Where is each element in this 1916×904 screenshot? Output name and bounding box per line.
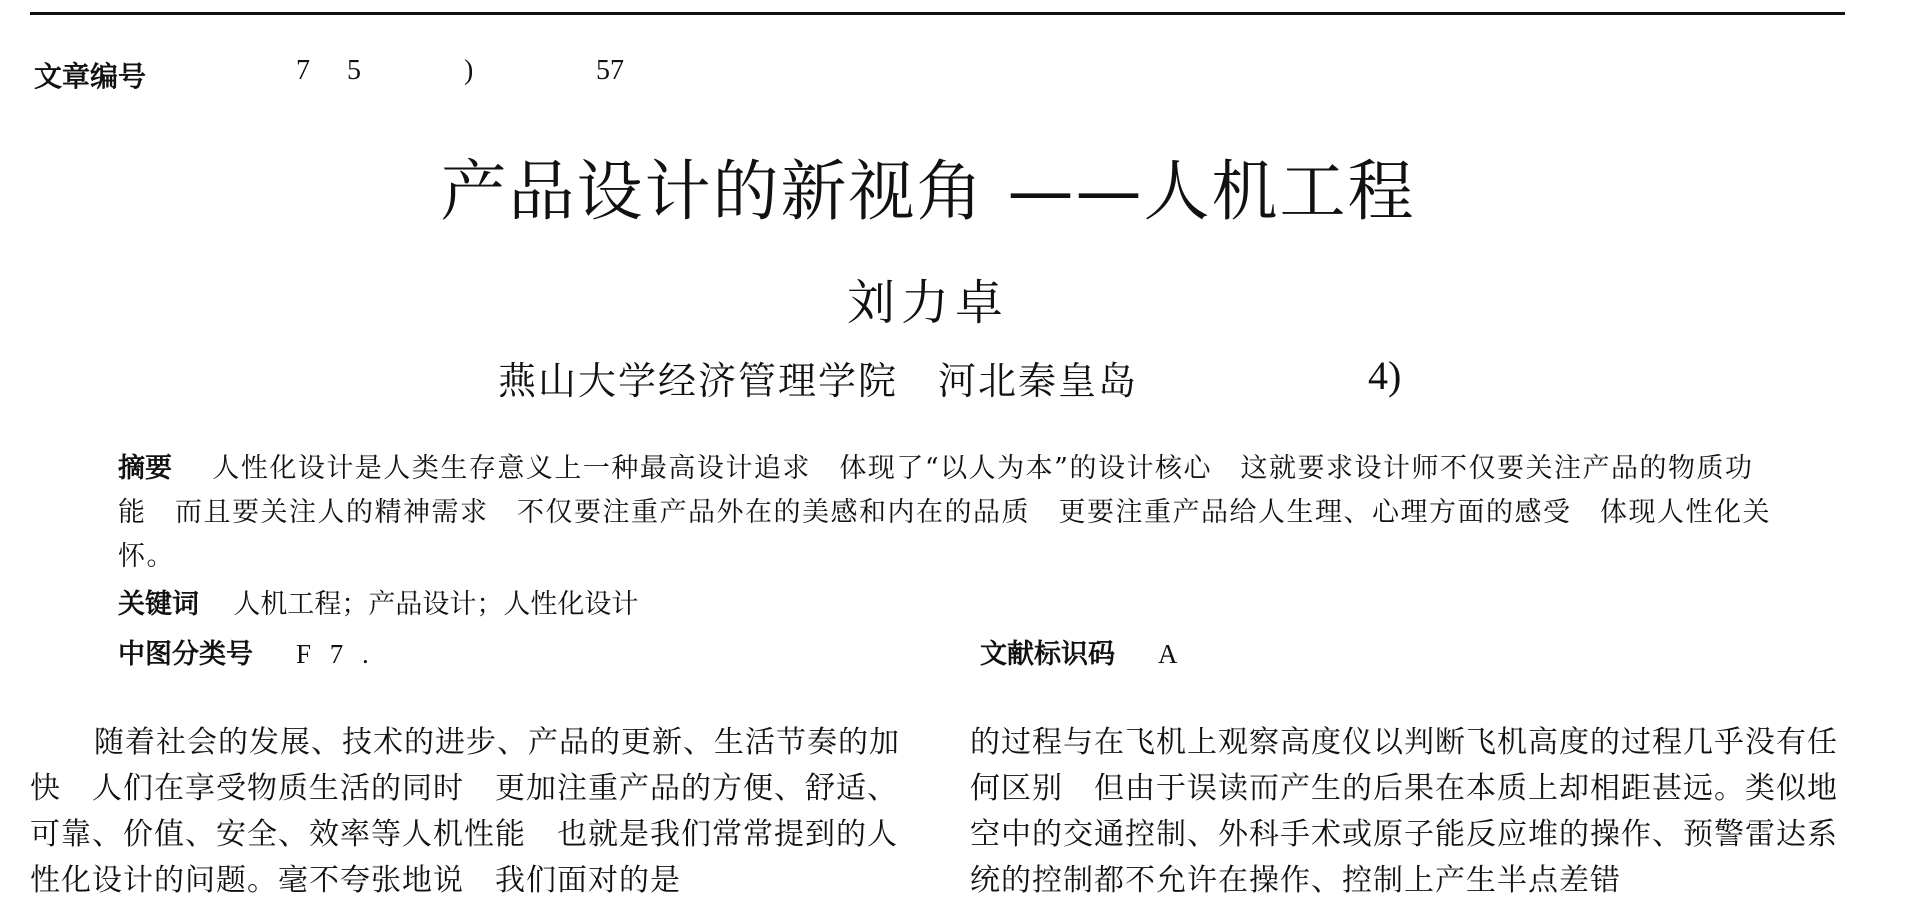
body-paragraph: 随着社会的发展、技术的进步、产品的更新、生活节奏的加快 人们在享受物质生活的同时 更加注重产品的方便、舒适、可靠、价值、安全、效率等人机性能 也就是我们常常提到的人性化设计的问题。毫不夸张地说 我们面对的是: [30, 725, 900, 898]
abstract-label: 摘要: [118, 453, 172, 484]
article-number-label: 文章编号: [34, 60, 147, 93]
article-number-part: 57: [596, 55, 624, 86]
paper-title: 产品设计的新视角 ——人机工程: [440, 153, 1416, 230]
article-number-part: 7: [296, 55, 310, 86]
top-rule: [30, 12, 1845, 15]
abstract-text: 人性化设计是人类生存意义上一种最高设计追求 体现了“以人为本”的设计核心 这就要求设计师不仅要关注产品的物质功能 而且要关注人的精神需求 不仅要注重产品外在的美感和内在的品质 更要注重产品给人生理、心理方面的感受 体现人性化关怀。: [118, 453, 1771, 572]
body-left-column: [30, 720, 910, 904]
article-number-part: 5: [347, 55, 361, 86]
affiliation: 燕山大学经济管理学院 河北秦皇岛: [498, 359, 1139, 403]
abstract: [118, 447, 1778, 579]
document-code-value: A: [1157, 639, 1184, 669]
clc-value: F 7 .: [295, 639, 375, 669]
document-code: [980, 632, 1183, 671]
body-paragraph: 的过程与在飞机上观察高度仪以判断飞机高度的过程几乎没有任何区别 但由于误读而产生的后果在本质上却相距甚远。类似地 空中的交通控制、外科手术或原子能反应堆的操作、预警雷达系统的控制都不允许在操作、控制上产生半点差错: [970, 725, 1869, 898]
keywords-text: 人机工程；产品设计；人性化设计: [233, 589, 639, 620]
keywords-label: 关键词: [118, 589, 199, 620]
body-right-column: [970, 720, 1869, 904]
clc-number: [118, 632, 375, 671]
author-name: 刘力卓: [846, 275, 1009, 331]
article-number: [34, 55, 624, 95]
article-number-part: ): [464, 55, 474, 86]
keywords: [118, 585, 1778, 625]
clc-label: 中图分类号: [118, 639, 253, 670]
affiliation-zip: 4): [1368, 353, 1402, 398]
document-code-label: 文献标识码: [980, 639, 1115, 670]
